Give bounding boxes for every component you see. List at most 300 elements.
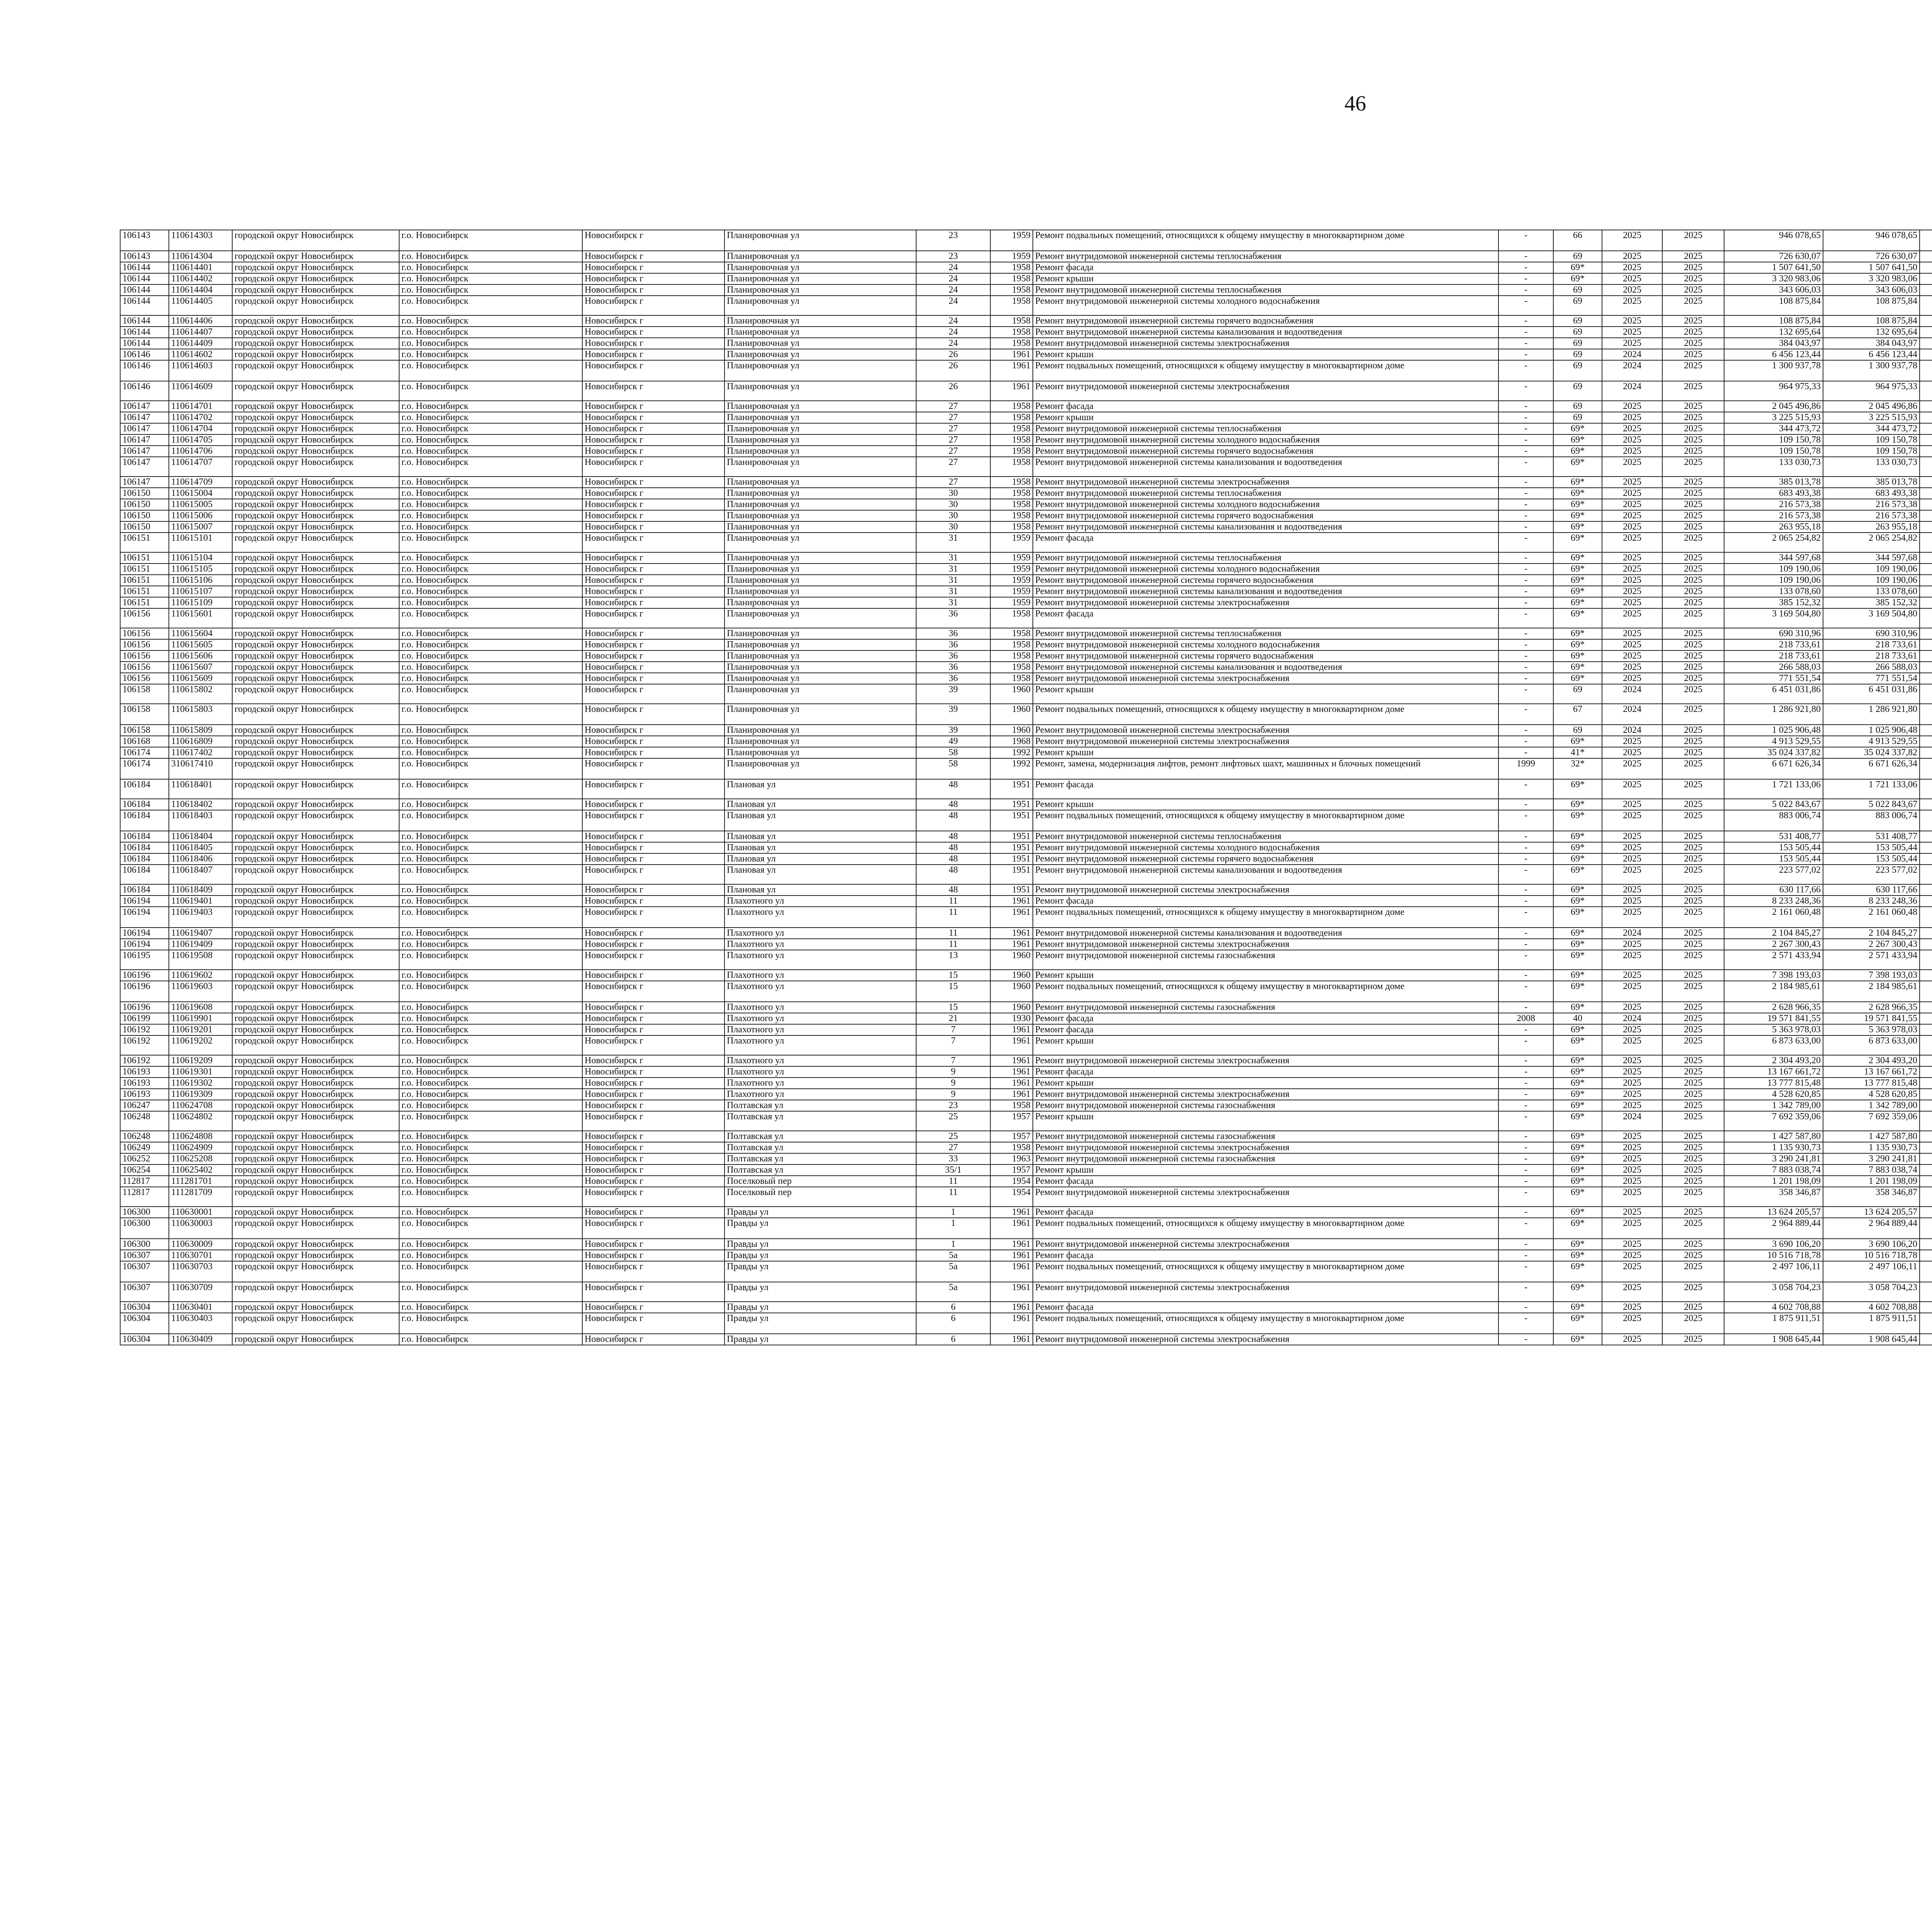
wear-percent-cell: 69* — [1553, 1302, 1602, 1313]
budget-cost-1-cell — [1920, 810, 1932, 831]
table-row — [120, 950, 1932, 970]
prev-repair-year-cell: - — [1498, 510, 1553, 521]
fund-cost-cell: 2 571 433,94 — [1823, 950, 1920, 970]
budget-cost-1-cell — [1920, 533, 1932, 552]
budget-cost-1-cell — [1920, 521, 1932, 533]
work-type-cell: Ремонт фасада — [1033, 1176, 1498, 1187]
plan-year-end-cell: 2025 — [1662, 1187, 1724, 1207]
total-cost-cell: 1 201 198,09 — [1724, 1176, 1823, 1187]
street-cell: Плановая ул — [724, 865, 916, 884]
work-type-cell: Ремонт крыши — [1033, 412, 1498, 423]
build-year-cell: 1958 — [990, 338, 1033, 349]
locality-cell: Новосибирск г — [582, 981, 724, 1002]
build-year-cell: 1961 — [990, 1035, 1033, 1055]
budget-cost-1-cell — [1920, 360, 1932, 381]
street-cell: Правды ул — [724, 1302, 916, 1313]
prev-repair-year-cell: - — [1498, 608, 1553, 628]
locality-cell: Новосибирск г — [582, 853, 724, 865]
wear-percent-cell: 69* — [1553, 1207, 1602, 1218]
plan-year-start-cell: 2025 — [1602, 662, 1662, 673]
work-type-cell: Ремонт внутридомовой инженерной системы электроснабжения — [1033, 1239, 1498, 1250]
plan-year-end-cell: 2025 — [1662, 446, 1724, 457]
wear-percent-cell: 69* — [1553, 273, 1602, 284]
table-row — [120, 981, 1932, 1002]
budget-cost-1-cell — [1920, 1165, 1932, 1176]
plan-year-end-cell: 2025 — [1662, 650, 1724, 662]
plan-year-end-cell: 2025 — [1662, 1239, 1724, 1250]
street-cell: Плахотного ул — [724, 1013, 916, 1024]
municipal-district-cell: г.о. Новосибирск — [399, 510, 582, 521]
street-cell: Правды ул — [724, 1313, 916, 1334]
house-id-cell: 106147 — [120, 434, 169, 446]
wear-percent-cell: 69* — [1553, 1131, 1602, 1142]
municipal-district-cell: г.о. Новосибирск — [399, 477, 582, 488]
plan-year-end-cell: 2025 — [1662, 1131, 1724, 1142]
municipal-district-cell: г.о. Новосибирск — [399, 434, 582, 446]
build-year-cell: 1958 — [990, 457, 1033, 477]
street-cell: Планировочная ул — [724, 725, 916, 736]
municipal-district-cell: г.о. Новосибирск — [399, 608, 582, 628]
municipal-district-cell: г.о. Новосибирск — [399, 639, 582, 650]
wear-percent-cell: 69* — [1553, 488, 1602, 499]
plan-year-end-cell: 2025 — [1662, 533, 1724, 552]
house-id-cell: 106184 — [120, 831, 169, 842]
locality-cell: Новосибирск г — [582, 1153, 724, 1165]
house-number-cell: 35/1 — [916, 1165, 990, 1176]
municipality-cell: городской округ Новосибирск — [232, 831, 399, 842]
municipal-district-cell: г.о. Новосибирск — [399, 349, 582, 360]
prev-repair-year-cell: - — [1498, 262, 1553, 273]
work-type-cell: Ремонт крыши — [1033, 1035, 1498, 1055]
prev-repair-year-cell: - — [1498, 499, 1553, 510]
plan-year-end-cell: 2025 — [1662, 1165, 1724, 1176]
table-row — [120, 662, 1932, 673]
fund-cost-cell: 2 964 889,44 — [1823, 1218, 1920, 1239]
work-id-cell: 110630401 — [169, 1302, 232, 1313]
house-number-cell: 26 — [916, 349, 990, 360]
table-row — [120, 349, 1932, 360]
total-cost-cell: 1 908 645,44 — [1724, 1334, 1823, 1345]
municipality-cell: городской округ Новосибирск — [232, 1111, 399, 1131]
street-cell: Правды ул — [724, 1250, 916, 1261]
wear-percent-cell: 69* — [1553, 262, 1602, 273]
build-year-cell: 1954 — [990, 1176, 1033, 1187]
locality-cell: Новосибирск г — [582, 434, 724, 446]
house-number-cell: 11 — [916, 1187, 990, 1207]
street-cell: Планировочная ул — [724, 296, 916, 315]
street-cell: Правды ул — [724, 1334, 916, 1345]
house-id-cell: 106196 — [120, 981, 169, 1002]
work-type-cell: Ремонт подвальных помещений, относящихся к общему имуществу в многоквартирном доме — [1033, 981, 1498, 1002]
locality-cell: Новосибирск г — [582, 521, 724, 533]
house-id-cell: 106194 — [120, 907, 169, 928]
plan-year-start-cell: 2025 — [1602, 1142, 1662, 1153]
table-row — [120, 1313, 1932, 1334]
street-cell: Планировочная ул — [724, 434, 916, 446]
work-type-cell: Ремонт подвальных помещений, относящихся к общему имуществу в многоквартирном доме — [1033, 1218, 1498, 1239]
municipal-district-cell: г.о. Новосибирск — [399, 488, 582, 499]
house-number-cell: 31 — [916, 564, 990, 575]
plan-year-start-cell: 2025 — [1602, 1239, 1662, 1250]
plan-year-end-cell: 2025 — [1662, 779, 1724, 799]
house-id-cell: 106304 — [120, 1334, 169, 1345]
total-cost-cell: 2 964 889,44 — [1724, 1218, 1823, 1239]
work-id-cell: 110619407 — [169, 928, 232, 939]
work-id-cell: 110614609 — [169, 381, 232, 401]
municipal-district-cell: г.о. Новосибирск — [399, 939, 582, 950]
table-row — [120, 650, 1932, 662]
build-year-cell: 1958 — [990, 315, 1033, 327]
street-cell: Плахотного ул — [724, 1024, 916, 1035]
fund-cost-cell: 2 161 060,48 — [1823, 907, 1920, 928]
work-type-cell: Ремонт внутридомовой инженерной системы холодного водоснабжения — [1033, 434, 1498, 446]
locality-cell: Новосибирск г — [582, 1142, 724, 1153]
prev-repair-year-cell: - — [1498, 1207, 1553, 1218]
table-row — [120, 970, 1932, 981]
municipality-cell: городской округ Новосибирск — [232, 1176, 399, 1187]
locality-cell: Новосибирск г — [582, 1165, 724, 1176]
wear-percent-cell: 69* — [1553, 597, 1602, 608]
build-year-cell: 1961 — [990, 1239, 1033, 1250]
municipality-cell: городской округ Новосибирск — [232, 950, 399, 970]
house-number-cell: 36 — [916, 628, 990, 639]
house-id-cell: 106151 — [120, 586, 169, 597]
fund-cost-cell: 1 300 937,78 — [1823, 360, 1920, 381]
build-year-cell: 1961 — [990, 1313, 1033, 1334]
prev-repair-year-cell: - — [1498, 884, 1553, 896]
locality-cell: Новосибирск г — [582, 758, 724, 779]
budget-cost-1-cell — [1920, 327, 1932, 338]
locality-cell: Новосибирск г — [582, 1100, 724, 1111]
municipality-cell: городской округ Новосибирск — [232, 1002, 399, 1013]
table-row — [120, 1055, 1932, 1066]
work-id-cell: 110630409 — [169, 1334, 232, 1345]
fund-cost-cell: 2 045 496,86 — [1823, 401, 1920, 412]
locality-cell: Новосибирск г — [582, 662, 724, 673]
locality-cell: Новосибирск г — [582, 896, 724, 907]
total-cost-cell: 35 024 337,82 — [1724, 747, 1823, 758]
plan-year-start-cell: 2025 — [1602, 597, 1662, 608]
plan-year-start-cell: 2025 — [1602, 230, 1662, 251]
total-cost-cell: 964 975,33 — [1724, 381, 1823, 401]
wear-percent-cell: 69* — [1553, 842, 1602, 853]
work-id-cell: 110615607 — [169, 662, 232, 673]
build-year-cell: 1958 — [990, 628, 1033, 639]
house-number-cell: 15 — [916, 970, 990, 981]
fund-cost-cell: 385 013,78 — [1823, 477, 1920, 488]
plan-year-start-cell: 2025 — [1602, 981, 1662, 1002]
house-number-cell: 7 — [916, 1024, 990, 1035]
prev-repair-year-cell: - — [1498, 939, 1553, 950]
house-number-cell: 33 — [916, 1153, 990, 1165]
municipality-cell: городской округ Новосибирск — [232, 704, 399, 725]
house-id-cell: 106184 — [120, 779, 169, 799]
plan-year-end-cell: 2025 — [1662, 434, 1724, 446]
wear-percent-cell: 69* — [1553, 1142, 1602, 1153]
plan-year-end-cell: 2025 — [1662, 1153, 1724, 1165]
work-type-cell: Ремонт внутридомовой инженерной системы теплоснабжения — [1033, 251, 1498, 262]
house-id-cell: 106307 — [120, 1261, 169, 1282]
work-type-cell: Ремонт внутридомовой инженерной системы электроснабжения — [1033, 338, 1498, 349]
municipality-cell: городской округ Новосибирск — [232, 1313, 399, 1334]
plan-year-start-cell: 2024 — [1602, 684, 1662, 704]
prev-repair-year-cell: - — [1498, 1153, 1553, 1165]
build-year-cell: 1958 — [990, 434, 1033, 446]
house-id-cell: 106147 — [120, 477, 169, 488]
plan-year-end-cell: 2025 — [1662, 842, 1724, 853]
street-cell: Полтавская ул — [724, 1153, 916, 1165]
build-year-cell: 1958 — [990, 510, 1033, 521]
fund-cost-cell: 6 671 626,34 — [1823, 758, 1920, 779]
budget-cost-1-cell — [1920, 1239, 1932, 1250]
house-number-cell: 58 — [916, 758, 990, 779]
work-type-cell: Ремонт внутридомовой инженерной системы горячего водоснабжения — [1033, 853, 1498, 865]
work-type-cell: Ремонт фасада — [1033, 1024, 1498, 1035]
fund-cost-cell: 153 505,44 — [1823, 842, 1920, 853]
plan-year-end-cell: 2025 — [1662, 758, 1724, 779]
house-number-cell: 6 — [916, 1334, 990, 1345]
fund-cost-cell: 1 135 930,73 — [1823, 1142, 1920, 1153]
work-type-cell: Ремонт внутридомовой инженерной системы канализования и водоотведения — [1033, 586, 1498, 597]
prev-repair-year-cell: - — [1498, 704, 1553, 725]
locality-cell: Новосибирск г — [582, 477, 724, 488]
wear-percent-cell: 69* — [1553, 1165, 1602, 1176]
locality-cell: Новосибирск г — [582, 865, 724, 884]
locality-cell: Новосибирск г — [582, 684, 724, 704]
build-year-cell: 1961 — [990, 1207, 1033, 1218]
house-id-cell: 106150 — [120, 488, 169, 499]
table-row — [120, 1153, 1932, 1165]
budget-cost-1-cell — [1920, 1111, 1932, 1131]
work-type-cell: Ремонт внутридомовой инженерной системы холодного водоснабжения — [1033, 564, 1498, 575]
wear-percent-cell: 69 — [1553, 381, 1602, 401]
fund-cost-cell: 132 695,64 — [1823, 327, 1920, 338]
budget-cost-1-cell — [1920, 639, 1932, 650]
build-year-cell: 1992 — [990, 758, 1033, 779]
municipal-district-cell: г.о. Новосибирск — [399, 401, 582, 412]
work-id-cell: 110615803 — [169, 704, 232, 725]
prev-repair-year-cell: - — [1498, 552, 1553, 564]
prev-repair-year-cell: - — [1498, 434, 1553, 446]
budget-cost-1-cell — [1920, 510, 1932, 521]
municipality-cell: городской округ Новосибирск — [232, 499, 399, 510]
wear-percent-cell: 69 — [1553, 315, 1602, 327]
fund-cost-cell: 946 078,65 — [1823, 230, 1920, 251]
plan-year-end-cell: 2025 — [1662, 981, 1724, 1002]
locality-cell: Новосибирск г — [582, 499, 724, 510]
house-id-cell: 106184 — [120, 799, 169, 810]
wear-percent-cell: 69 — [1553, 412, 1602, 423]
build-year-cell: 1961 — [990, 1078, 1033, 1089]
municipal-district-cell: г.о. Новосибирск — [399, 1313, 582, 1334]
total-cost-cell: 385 013,78 — [1724, 477, 1823, 488]
municipal-district-cell: г.о. Новосибирск — [399, 896, 582, 907]
house-id-cell: 112817 — [120, 1176, 169, 1187]
total-cost-cell: 726 630,07 — [1724, 251, 1823, 262]
house-number-cell: 11 — [916, 907, 990, 928]
table-row — [120, 1111, 1932, 1131]
plan-year-end-cell: 2025 — [1662, 736, 1724, 747]
build-year-cell: 1959 — [990, 533, 1033, 552]
house-id-cell: 106193 — [120, 1089, 169, 1100]
work-id-cell: 110615004 — [169, 488, 232, 499]
work-id-cell: 110625402 — [169, 1165, 232, 1176]
municipal-district-cell: г.о. Новосибирск — [399, 338, 582, 349]
budget-cost-1-cell — [1920, 1250, 1932, 1261]
budget-cost-1-cell — [1920, 853, 1932, 865]
municipal-district-cell: г.о. Новосибирск — [399, 684, 582, 704]
locality-cell: Новосибирск г — [582, 262, 724, 273]
house-number-cell: 30 — [916, 510, 990, 521]
prev-repair-year-cell: - — [1498, 1165, 1553, 1176]
work-id-cell: 110615809 — [169, 725, 232, 736]
plan-year-start-cell: 2025 — [1602, 315, 1662, 327]
plan-year-start-cell: 2025 — [1602, 1131, 1662, 1142]
build-year-cell: 1961 — [990, 1302, 1033, 1313]
plan-year-end-cell: 2025 — [1662, 296, 1724, 315]
street-cell: Правды ул — [724, 1261, 916, 1282]
budget-cost-1-cell — [1920, 1176, 1932, 1187]
locality-cell: Новосибирск г — [582, 1250, 724, 1261]
municipality-cell: городской округ Новосибирск — [232, 1024, 399, 1035]
municipality-cell: городской округ Новосибирск — [232, 327, 399, 338]
plan-year-start-cell: 2025 — [1602, 1313, 1662, 1334]
house-number-cell: 13 — [916, 950, 990, 970]
prev-repair-year-cell: - — [1498, 597, 1553, 608]
budget-cost-1-cell — [1920, 552, 1932, 564]
table-row — [120, 360, 1932, 381]
municipality-cell: городской округ Новосибирск — [232, 650, 399, 662]
plan-year-end-cell: 2025 — [1662, 1313, 1724, 1334]
table-row — [120, 939, 1932, 950]
house-id-cell: 106144 — [120, 273, 169, 284]
house-id-cell: 106146 — [120, 349, 169, 360]
work-type-cell: Ремонт внутридомовой инженерной системы холодного водоснабжения — [1033, 499, 1498, 510]
plan-year-end-cell: 2025 — [1662, 747, 1724, 758]
street-cell: Планировочная ул — [724, 662, 916, 673]
house-id-cell: 106193 — [120, 1078, 169, 1089]
house-id-cell: 106143 — [120, 230, 169, 251]
prev-repair-year-cell: - — [1498, 1282, 1553, 1302]
work-id-cell: 110614704 — [169, 423, 232, 434]
municipal-district-cell: г.о. Новосибирск — [399, 650, 582, 662]
prev-repair-year-cell: - — [1498, 284, 1553, 296]
municipality-cell: городской округ Новосибирск — [232, 230, 399, 251]
wear-percent-cell: 69* — [1553, 1239, 1602, 1250]
budget-cost-1-cell — [1920, 597, 1932, 608]
house-number-cell: 15 — [916, 981, 990, 1002]
house-number-cell: 25 — [916, 1111, 990, 1131]
budget-cost-1-cell — [1920, 1089, 1932, 1100]
work-id-cell: 110624909 — [169, 1142, 232, 1153]
total-cost-cell: 3 690 106,20 — [1724, 1239, 1823, 1250]
plan-year-start-cell: 2024 — [1602, 928, 1662, 939]
build-year-cell: 1958 — [990, 639, 1033, 650]
plan-year-start-cell: 2024 — [1602, 1013, 1662, 1024]
plan-year-end-cell: 2025 — [1662, 1066, 1724, 1078]
table-row — [120, 684, 1932, 704]
municipal-district-cell: г.о. Новосибирск — [399, 251, 582, 262]
budget-cost-1-cell — [1920, 1055, 1932, 1066]
wear-percent-cell: 69* — [1553, 1153, 1602, 1165]
work-type-cell: Ремонт крыши — [1033, 349, 1498, 360]
street-cell: Правды ул — [724, 1207, 916, 1218]
work-id-cell: 110614303 — [169, 230, 232, 251]
plan-year-end-cell: 2025 — [1662, 349, 1724, 360]
table-row — [120, 1024, 1932, 1035]
budget-cost-1-cell — [1920, 315, 1932, 327]
work-type-cell: Ремонт внутридомовой инженерной системы горячего водоснабжения — [1033, 446, 1498, 457]
work-id-cell: 110615106 — [169, 575, 232, 586]
work-type-cell: Ремонт подвальных помещений, относящихся к общему имуществу в многоквартирном доме — [1033, 360, 1498, 381]
plan-year-start-cell: 2025 — [1602, 779, 1662, 799]
locality-cell: Новосибирск г — [582, 1131, 724, 1142]
fund-cost-cell: 3 058 704,23 — [1823, 1282, 1920, 1302]
table-row — [120, 499, 1932, 510]
municipal-district-cell: г.о. Новосибирск — [399, 1035, 582, 1055]
house-id-cell: 106158 — [120, 704, 169, 725]
municipal-district-cell: г.о. Новосибирск — [399, 799, 582, 810]
table-row — [120, 488, 1932, 499]
budget-cost-1-cell — [1920, 981, 1932, 1002]
prev-repair-year-cell: - — [1498, 251, 1553, 262]
build-year-cell: 1958 — [990, 1142, 1033, 1153]
municipality-cell: городской округ Новосибирск — [232, 338, 399, 349]
budget-cost-1-cell — [1920, 434, 1932, 446]
plan-year-end-cell: 2025 — [1662, 939, 1724, 950]
locality-cell: Новосибирск г — [582, 736, 724, 747]
house-number-cell: 23 — [916, 251, 990, 262]
work-type-cell: Ремонт внутридомовой инженерной системы канализования и водоотведения — [1033, 865, 1498, 884]
house-id-cell: 106194 — [120, 896, 169, 907]
plan-year-start-cell: 2025 — [1602, 521, 1662, 533]
fund-cost-cell: 4 528 620,85 — [1823, 1089, 1920, 1100]
table-row — [120, 296, 1932, 315]
fund-cost-cell: 531 408,77 — [1823, 831, 1920, 842]
street-cell: Планировочная ул — [724, 401, 916, 412]
fund-cost-cell: 1 721 133,06 — [1823, 779, 1920, 799]
work-type-cell: Ремонт внутридомовой инженерной системы канализования и водоотведения — [1033, 457, 1498, 477]
table-row — [120, 1035, 1932, 1055]
plan-year-end-cell: 2025 — [1662, 338, 1724, 349]
budget-cost-1-cell — [1920, 1100, 1932, 1111]
budget-cost-1-cell — [1920, 779, 1932, 799]
house-id-cell: 106144 — [120, 327, 169, 338]
build-year-cell: 1958 — [990, 521, 1033, 533]
prev-repair-year-cell: - — [1498, 950, 1553, 970]
budget-cost-1-cell — [1920, 1187, 1932, 1207]
municipality-cell: городской округ Новосибирск — [232, 928, 399, 939]
municipal-district-cell: г.о. Новосибирск — [399, 1165, 582, 1176]
fund-cost-cell: 7 883 038,74 — [1823, 1165, 1920, 1176]
fund-cost-cell: 218 733,61 — [1823, 650, 1920, 662]
table-row — [120, 747, 1932, 758]
table-row — [120, 639, 1932, 650]
plan-year-start-cell: 2025 — [1602, 1261, 1662, 1282]
house-id-cell: 106184 — [120, 842, 169, 853]
page-number: 46 — [1344, 92, 1366, 116]
prev-repair-year-cell: - — [1498, 896, 1553, 907]
fund-cost-cell: 1 201 198,09 — [1823, 1176, 1920, 1187]
budget-cost-1-cell — [1920, 896, 1932, 907]
work-id-cell: 110615109 — [169, 597, 232, 608]
total-cost-cell: 683 493,38 — [1724, 488, 1823, 499]
wear-percent-cell: 69* — [1553, 552, 1602, 564]
budget-cost-1-cell — [1920, 628, 1932, 639]
locality-cell: Новосибирск г — [582, 704, 724, 725]
wear-percent-cell: 69* — [1553, 639, 1602, 650]
house-number-cell: 5а — [916, 1282, 990, 1302]
